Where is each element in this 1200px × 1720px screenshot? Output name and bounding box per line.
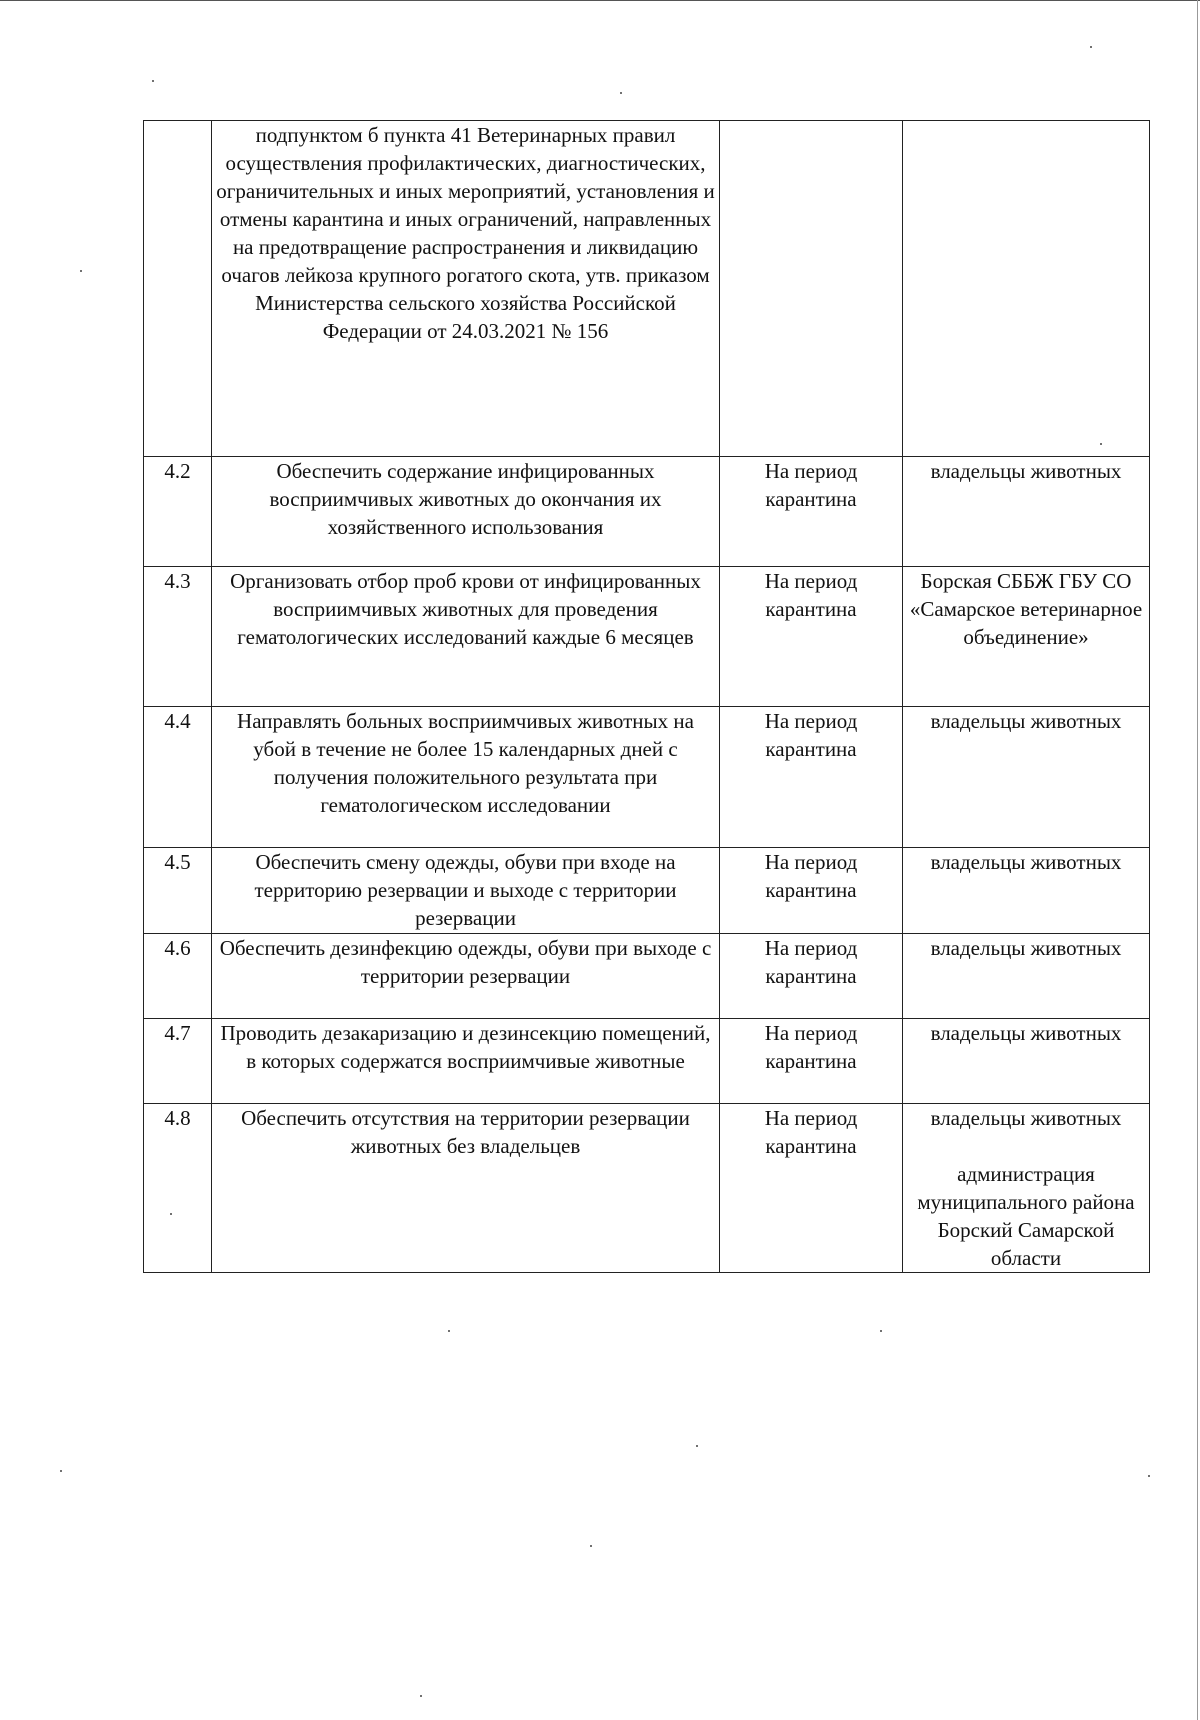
row-number: 4.4 xyxy=(144,707,212,848)
row-responsible xyxy=(903,121,1150,457)
scan-speck xyxy=(60,1470,62,1472)
row-action: Обеспечить дезинфекцию одежды, обуви при выходе с территории резервации xyxy=(212,934,720,1019)
row-action: Организовать отбор проб крови от инфицированных восприимчивых животных для проведения гематологических исследований каждые 6 месяцев xyxy=(212,567,720,707)
row-term: На период карантина xyxy=(720,1104,903,1273)
row-number: 4.5 xyxy=(144,848,212,934)
row-number: 4.6 xyxy=(144,934,212,1019)
table-row xyxy=(144,121,1150,457)
row-responsible: Борская СББЖ ГБУ СО «Самарское ветеринарное объединение» xyxy=(903,567,1150,707)
scan-speck xyxy=(1148,1475,1150,1477)
row-number: 4.8 xyxy=(144,1104,212,1273)
scan-speck xyxy=(152,80,154,82)
row-term: На период карантина xyxy=(720,567,903,707)
row-responsible: владельцы животных xyxy=(903,934,1150,1019)
row-action: Проводить дезакаризацию и дезинсекцию помещений, в которых содержатся восприимчивые животные xyxy=(212,1019,720,1104)
row-term: На период карантина xyxy=(720,457,903,567)
scan-edge-top xyxy=(0,0,1200,1)
row-responsible-primary: владельцы животных xyxy=(930,1106,1122,1130)
table-row xyxy=(144,934,1150,1019)
scan-speck xyxy=(590,1545,592,1547)
row-number: 4.7 xyxy=(144,1019,212,1104)
table-row xyxy=(144,457,1150,567)
scan-speck xyxy=(80,270,82,272)
row-action: Направлять больных восприимчивых животных на убой в течение не более 15 календарных дней с получения положительного результата при гематологическом исследовании xyxy=(212,707,720,848)
row-number: 4.2 xyxy=(144,457,212,567)
row-action: Обеспечить содержание инфицированных восприимчивых животных до окончания их хозяйственного использования xyxy=(212,457,720,567)
row-term: На период карантина xyxy=(720,848,903,934)
row-action: Обеспечить отсутствия на территории резервации животных без владельцев xyxy=(212,1104,720,1273)
row-number xyxy=(144,121,212,457)
scan-speck xyxy=(696,1445,698,1447)
row-term: На период карантина xyxy=(720,707,903,848)
row-term: На период карантина xyxy=(720,1019,903,1104)
row-responsible: владельцы животных xyxy=(903,707,1150,848)
row-term xyxy=(720,121,903,457)
row-responsible: владельцы животных xyxy=(903,457,1150,567)
row-responsible: владельцы животных xyxy=(903,848,1150,934)
row-term: На период карантина xyxy=(720,934,903,1019)
table-row xyxy=(144,1104,1150,1273)
scan-speck xyxy=(880,1330,882,1332)
table-row xyxy=(144,1019,1150,1104)
scan-speck xyxy=(620,92,622,94)
scan-speck xyxy=(448,1330,450,1332)
table-row xyxy=(144,567,1150,707)
scan-speck xyxy=(420,1695,422,1697)
measures-table xyxy=(143,120,1150,1273)
row-responsible: владельцы животных xyxy=(903,1019,1150,1104)
row-number: 4.3 xyxy=(144,567,212,707)
row-action: Обеспечить смену одежды, обуви при входе на территорию резервации и выходе с территории резервации xyxy=(212,848,720,934)
table-row xyxy=(144,707,1150,848)
scan-speck xyxy=(170,1213,172,1215)
row-responsible xyxy=(903,1104,1150,1273)
table-row xyxy=(144,848,1150,934)
scan-speck xyxy=(1100,443,1102,445)
row-responsible-secondary: администрация муниципального района Борский Самарской области xyxy=(917,1162,1135,1270)
scan-edge-right xyxy=(1197,0,1198,1720)
row-action: подпунктом б пункта 41 Ветеринарных правил осуществления профилактических, диагностических, ограничительных и иных мероприятий, установления и отмены карантина и иных ограничений, направленных на предотвращение распространения и ликвидацию очагов лейкоза крупного рогатого скота, утв. приказом Министерства сельского хозяйства Российской Федерации от 24.03.2021 № 156 xyxy=(212,121,720,457)
scan-speck xyxy=(1090,46,1092,48)
